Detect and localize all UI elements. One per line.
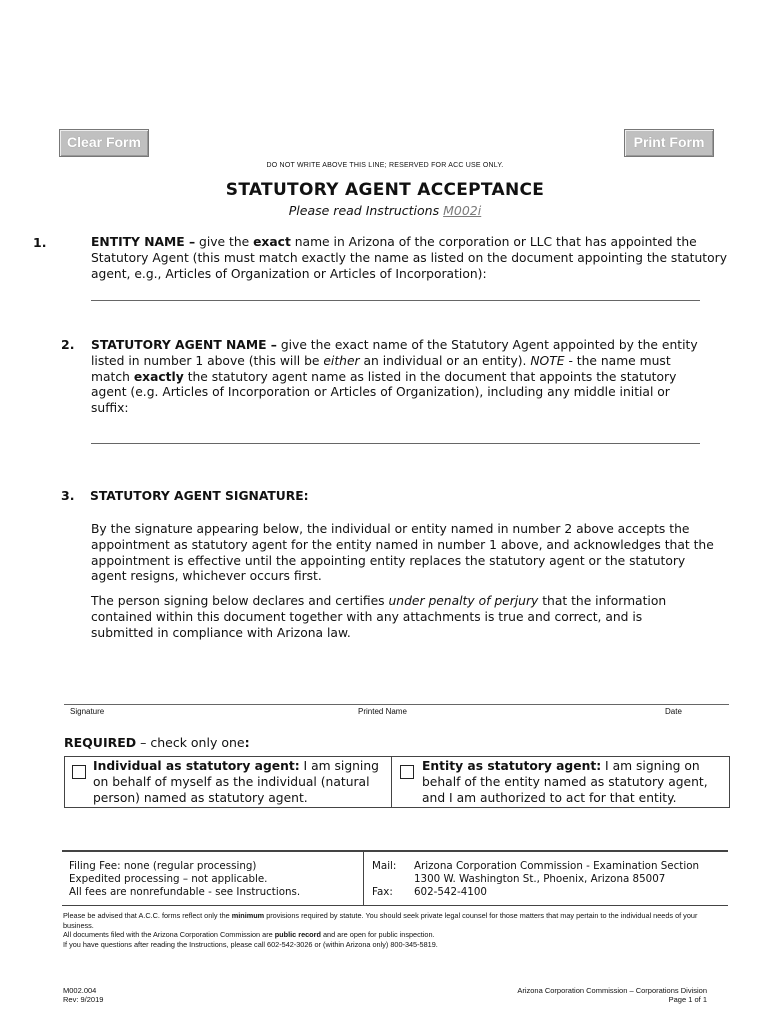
date-label: Date (665, 707, 682, 716)
instructions-link[interactable]: M002i (443, 203, 482, 218)
fee-line3: All fees are nonrefundable - see Instructions. (69, 886, 301, 898)
section1-text-a: give the (195, 235, 254, 249)
disclaimer-line1-bold: minimum (231, 911, 265, 920)
individual-agent-desc: I am signing on behalf of myself as the individual (natural person) named as statutory agent. (93, 759, 379, 805)
subtitle-text: Please read Instructions (288, 203, 440, 218)
disclaimer-line2-a: All documents filed with the Arizona Corporation Commission are (63, 930, 275, 940)
agent-name-field[interactable] (91, 443, 700, 444)
section2-label: STATUTORY AGENT NAME – (91, 338, 277, 352)
required-colon: : (244, 735, 250, 750)
signature-line[interactable] (64, 704, 729, 705)
section1-text (91, 235, 731, 282)
required-label: REQUIRED (64, 735, 137, 750)
footer-agency: Arizona Corporation Commission – Corporations Division (517, 986, 707, 995)
section2-italic1: either (323, 353, 360, 368)
signature-label: Signature (70, 707, 105, 716)
entity-agent-desc: I am signing on behalf of the entity named as statutory agent, and I am authorized to act for that entity. (422, 759, 708, 805)
disclaimer-line1 (63, 911, 723, 930)
entity-agent-option (391, 756, 730, 808)
footer-page: Page 1 of 1 (668, 995, 707, 1004)
individual-agent-option (64, 756, 392, 808)
section2-text-c: - the name must match (91, 353, 671, 384)
subtitle (0, 203, 770, 218)
disclaimer-line3: If you have questions after reading the Instructions, please call 602-542-3026 or (within Arizona only) 800-345-5819. (63, 939, 438, 949)
section2-text (91, 338, 711, 417)
disclaimer-line1-b: provisions required by statute. You should seek private legal counsel for those matters that may pertain to the individual needs of your business. (63, 911, 698, 930)
section3-number: 3. (61, 488, 75, 503)
entity-agent-checkbox[interactable] (400, 765, 414, 779)
fee-box (62, 850, 728, 906)
printed-name-label: Printed Name (358, 707, 407, 716)
section2-italic2: NOTE (530, 353, 565, 368)
form-id: M002.004 (63, 986, 97, 995)
mail-label: Mail: (372, 860, 397, 872)
entity-name-field[interactable] (91, 300, 700, 301)
disclaimer-line2-bold: public record (274, 930, 321, 940)
mail-line1: Arizona Corporation Commission - Examination Section (414, 860, 700, 872)
section3-label: STATUTORY AGENT SIGNATURE: (90, 489, 309, 503)
section3-para2-italic: under penalty of perjury (388, 594, 539, 608)
section3-para2-a: The person signing below declares and certifies (91, 594, 389, 608)
fax-label: Fax: (372, 886, 393, 898)
section1-text-b: name in Arizona of the corporation or LLC that has appointed the Statutory Agent (this must match exactly the name as listed on the document appointing the statutory agent, e.g., Articles of Organization or Articles of Incorporation): (91, 235, 727, 281)
required-heading (64, 735, 250, 751)
mail-line2: 1300 W. Washington St., Phoenix, Arizona 85007 (414, 873, 666, 885)
disclaimer (63, 911, 723, 949)
entity-agent-bold: Entity as statutory agent: (422, 759, 602, 773)
page-title: STATUTORY AGENT ACCEPTANCE (225, 180, 545, 200)
disclaimer-line1-a: Please be advised that A.C.C. forms reflect only the (63, 911, 232, 920)
section3-para2 (91, 594, 691, 641)
individual-agent-text (93, 758, 389, 806)
section3-para2-b: that the information contained within this document together with any attachments is true and correct, and is submitted in compliance with Arizona law. (91, 594, 667, 640)
section1-number: 1. (33, 235, 47, 250)
section2-text-a: give the exact name of the Statutory Agent appointed by the entity listed in number 1 above (this will be (91, 338, 698, 368)
section2-text-b: an individual or an entity). (359, 353, 531, 368)
disclaimer-line2 (63, 930, 723, 940)
fee-line1: Filing Fee: none (regular processing) (69, 860, 257, 872)
section2-bold: exactly (133, 369, 184, 384)
disclaimer-line2-b: and are open for public inspection. (320, 930, 435, 940)
individual-agent-checkbox[interactable] (72, 765, 86, 779)
fee-line2: Expedited processing – not applicable. (69, 873, 268, 885)
section1-bold: exact (253, 235, 291, 249)
section2-text-d: the statutory agent name as listed in the document that appoints the statutory agent (e.g. Articles of Incorporation or Articles of Organization), including any middle initial or suffix: (91, 369, 677, 416)
section3-para1: By the signature appearing below, the individual or entity named in number 2 above accepts the appointment as statutory agent for the entity named in number 1 above, and acknowledges that the appointment is effective until the appointing entity replaces the statutory agent or the statutory agent resigns, whichever occurs first. (91, 522, 714, 584)
fee-box-divider (363, 852, 364, 905)
section2-number: 2. (61, 337, 75, 352)
print-form-button[interactable]: Print Form (624, 129, 714, 157)
section1-label: ENTITY NAME – (91, 235, 196, 249)
clear-form-button[interactable]: Clear Form (59, 129, 149, 157)
entity-agent-text (422, 758, 727, 806)
fax-value: 602-542-4100 (414, 886, 487, 898)
required-text: – check only one (136, 735, 245, 750)
reserved-notice: DO NOT WRITE ABOVE THIS LINE; RESERVED FOR ACC USE ONLY. (266, 162, 504, 169)
form-revision: Rev: 9/2019 (63, 995, 104, 1004)
individual-agent-bold: Individual as statutory agent: (93, 759, 300, 773)
